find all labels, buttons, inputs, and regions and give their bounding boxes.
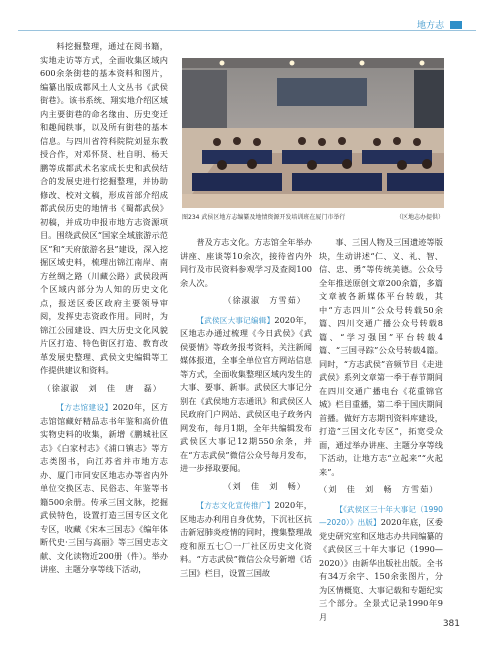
caption-text: 图234 武侯区地方志编纂及地情资源开发培训班在厦门市举行	[182, 214, 346, 221]
paragraph-text: 2020年底，区委党史研究室和区地志办共同编纂的《武侯区三十年大事记（1990—2020）》由新华出版社出版。全书有34万余字、150余张图片，分为区情概览、大事记载和专题纪实三个部分。全景式记录1990年9月	[319, 517, 443, 622]
section-heading-fangzhiguan: 【方志馆建设】	[56, 403, 113, 412]
section-paragraph	[180, 499, 312, 580]
text-column-2	[180, 236, 312, 580]
author-signature: （徐淑淑 方雪茹）	[223, 295, 306, 305]
page-number: 381	[442, 619, 460, 629]
section-paragraph	[180, 314, 312, 476]
header-rule	[18, 30, 476, 31]
header-color-bar	[450, 21, 462, 29]
text-column-1	[40, 40, 168, 577]
paragraph: 料挖掘整理，通过在阅书籍，实地走访等方式，全面收集区域内600余条街巷的基本资料和图片，编纂出版成都风土人文丛书《武侯街巷》。该书系统、翔实地介绍区域内主要街巷的命名缘由、历史变迁和趣闻轶事，以及所有街巷的基本信息。与四川省符科院院刘显东教授合作，对邓怀贤、杜自明、杨天鹏等成都武术名家成长史和武侯结合的发展史进行挖掘整理，并协助修改、校对文稿，形成首部介绍成都武侯历史的地情书《蜀都武侯》初稿，并成功申报市地方志资源项目。围绕武侯区“国家全域旅游示范区”和“天府旅游名县”建设，深入挖掘区域史料，梳理出锦江南岸、南方丝绸之路（川藏公路）武侯段两个区域内部分为人知的历史文化点，报送区委区政府主要领导审阅，发挥史志资政作用。同时，为锦江公园建设、四大历史文化风貌片区打造、特色街区打造、教育改革发展史整理、武侯文史编辑等工作提供建议和资料。	[40, 41, 168, 375]
photo-caption	[182, 212, 444, 221]
author-signature: （刘 佳 刘 畅 方雪茹）	[319, 484, 439, 494]
section-paragraph	[40, 401, 168, 577]
paragraph: 普及方志文化。方志馆全年举办讲座、座谈等10余次，接待省内外同行及市民资料参观学习及查阅100余人次。	[180, 237, 312, 288]
paragraph-text: 2020年，区地志办通过梳理《今日武侯》《武侯要情》等政务报考资料，关注新闻媒体报道，全事全单位官方网站信息等方式，全面收集整理区域内发生的大事、要事、新事。武侯区大事记分别在《武侯地方志通讯》和武侯区人民政府门户网站、武侯区电子政务内网发布，每月1期，全年共编辑发布武侯区大事记12期550余条，并在“方志武侯”微信公众号每月发布，进一步择取要闻。	[180, 314, 312, 473]
paragraph-text: 2020年，区地志办利用自身优势，下沉社区抗击新冠肺炎疫情的同时，搜集整理战疫和原五七〇一厂社区历史文化资料。“方志武侯”微信公众号新增《话三国》栏目，设置三国故	[180, 500, 312, 578]
section-heading-dashiji: 【武侯区大事记编辑】	[196, 315, 275, 325]
page-header	[0, 8, 480, 34]
text-column-3	[319, 236, 443, 624]
author-signature: （刘 佳 刘 畅）	[223, 480, 306, 491]
section-paragraph	[319, 503, 443, 625]
conference-photo	[182, 58, 444, 208]
section-title: 地方志	[416, 21, 444, 31]
paragraph: 事、三国人物及三国遗迹等版块，生动讲述“仁、义、礼、智、信、忠、勇”等传统美德。公众号全年推送原创文章200余篇，多篇文章被各新媒体平台转载，其中“方志四川”公众号转载50余篇、四川交通广播公众号转载8篇、“学习强国”平台转载4篇、“三国寻踪”公众号转载4篇。同时，“方志武侯”音频节目《走进武侯》系列文章第一季于春节期间在四川交通广播电台《花重锦官城》栏目重播，第二季于国庆期间首播。做好方志期刊资料库建设，打造“三国文化专区”，拓宽受众面，通过举办讲座、主题分享等线下活动，让地方志“立起来”“火起来”。	[319, 237, 443, 477]
paragraph-text: 2020年，区方志馆馆藏好精品志书年鉴和高价值实物史料的收集，新增《鹏城社区志》《白家村志》《浦口镇志》等方志类图书，向江苏省并市地方志办、厦门市同安区地志办等省内外单位交换区志、民俗志、年鉴等书籍500余册。传承三国文脉，挖掘武侯特色，设置打造三国专区文化专区，收藏《宋本三国志》《编年体断代史·三国与高丽》等三国史志文献、文化读物近200册（件）。举办讲座、主题分享等线下活动，	[40, 402, 168, 574]
author-signature: （徐淑淑 刘 佳 唐 磊）	[42, 382, 162, 393]
photo-illustration	[182, 58, 444, 208]
section-heading-xuanchuan: 【方志文化宣传推广】	[196, 501, 275, 510]
section-heading-sanshinian: 【《武侯区三十年大事记（1990—2020）》出版】	[319, 504, 443, 527]
photo-credit: （区地志办提供）	[395, 214, 444, 221]
